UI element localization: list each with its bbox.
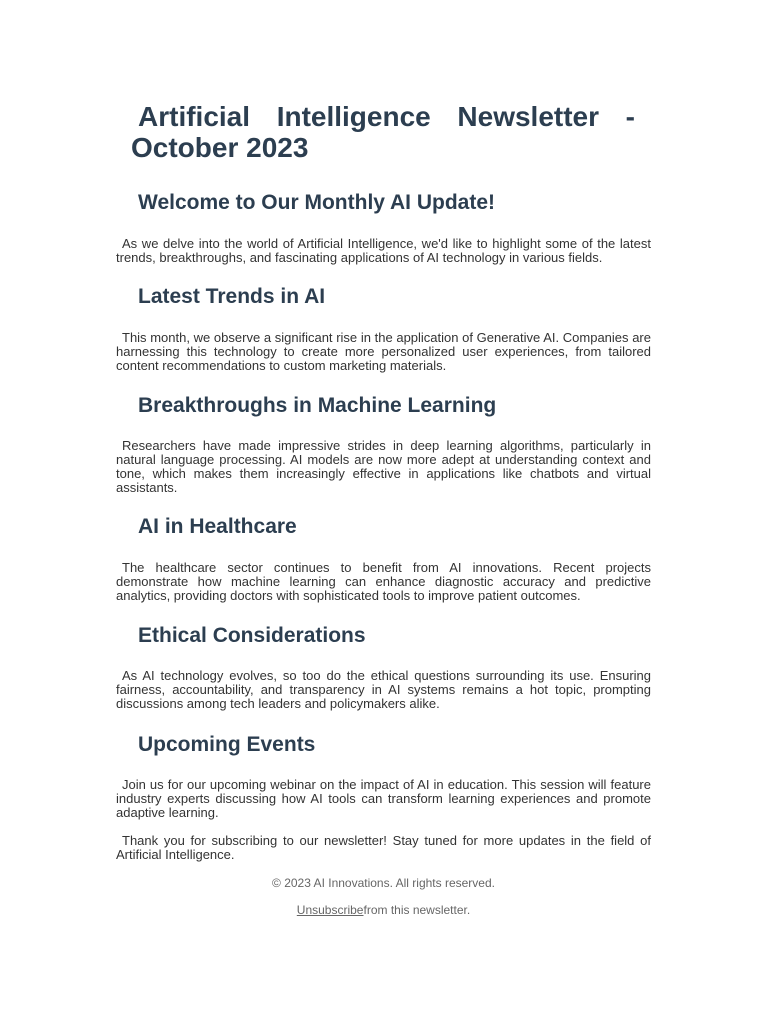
section-body-ethics: As AI technology evolves, so too do the ethical questions surrounding its use. Ensuring fairness, accountability, and transparency in AI systems remains a hot topic, prompting discussions among tech leaders and policymakers alike. (116, 668, 651, 711)
unsubscribe-link[interactable]: Unsubscribe (296, 903, 364, 917)
section-body-healthcare: The healthcare sector continues to benefit from AI innovations. Recent projects demonstrate how machine learning can enhance diagnostic accuracy and predictive analytics, providing doctors with sophisticated tools to improve patient outcomes. (116, 560, 651, 603)
section-body-welcome: As we delve into the world of Artificial Intelligence, we'd like to highlight some of the latest trends, breakthroughs, and fascinating applications of AI technology in various fields. (116, 236, 651, 265)
footer-unsubscribe (116, 903, 651, 917)
section-heading-healthcare: AI in Healthcare (138, 515, 297, 538)
title-line-1: Artificial Intelligence Newsletter - (138, 101, 635, 132)
section-heading-trends: Latest Trends in AI (138, 285, 326, 308)
section-heading-welcome: Welcome to Our Monthly AI Update! (138, 191, 496, 214)
section-body-trends: This month, we observe a significant rise in the application of Generative AI. Companies are harnessing this technology to create more personalized user experiences, from tailored content recommendations to custom marketing materials. (116, 330, 651, 373)
footer-copyright: © 2023 AI Innovations. All rights reserved. (272, 876, 495, 890)
title-line-2: October 2023 (131, 132, 309, 163)
section-heading-events: Upcoming Events (138, 733, 316, 756)
section-heading-breakthroughs: Breakthroughs in Machine Learning (138, 394, 497, 417)
section-heading-ethics: Ethical Considerations (138, 624, 366, 647)
newsletter-title (131, 101, 635, 163)
unsubscribe-text: from this newsletter. (363, 903, 471, 917)
section-body-events: Join us for our upcoming webinar on the impact of AI in education. This session will feature industry experts discussing how AI tools can transform learning experiences and promote adaptive learning. (116, 777, 651, 820)
section-body-breakthroughs: Researchers have made impressive strides in deep learning algorithms, particularly in natural language processing. AI models are now more adept at understanding context and tone, which makes them increasingly effective in applications like chatbots and virtual assistants. (116, 438, 651, 495)
closing-message: Thank you for subscribing to our newsletter! Stay tuned for more updates in the field of Artificial Intelligence. (116, 833, 651, 862)
